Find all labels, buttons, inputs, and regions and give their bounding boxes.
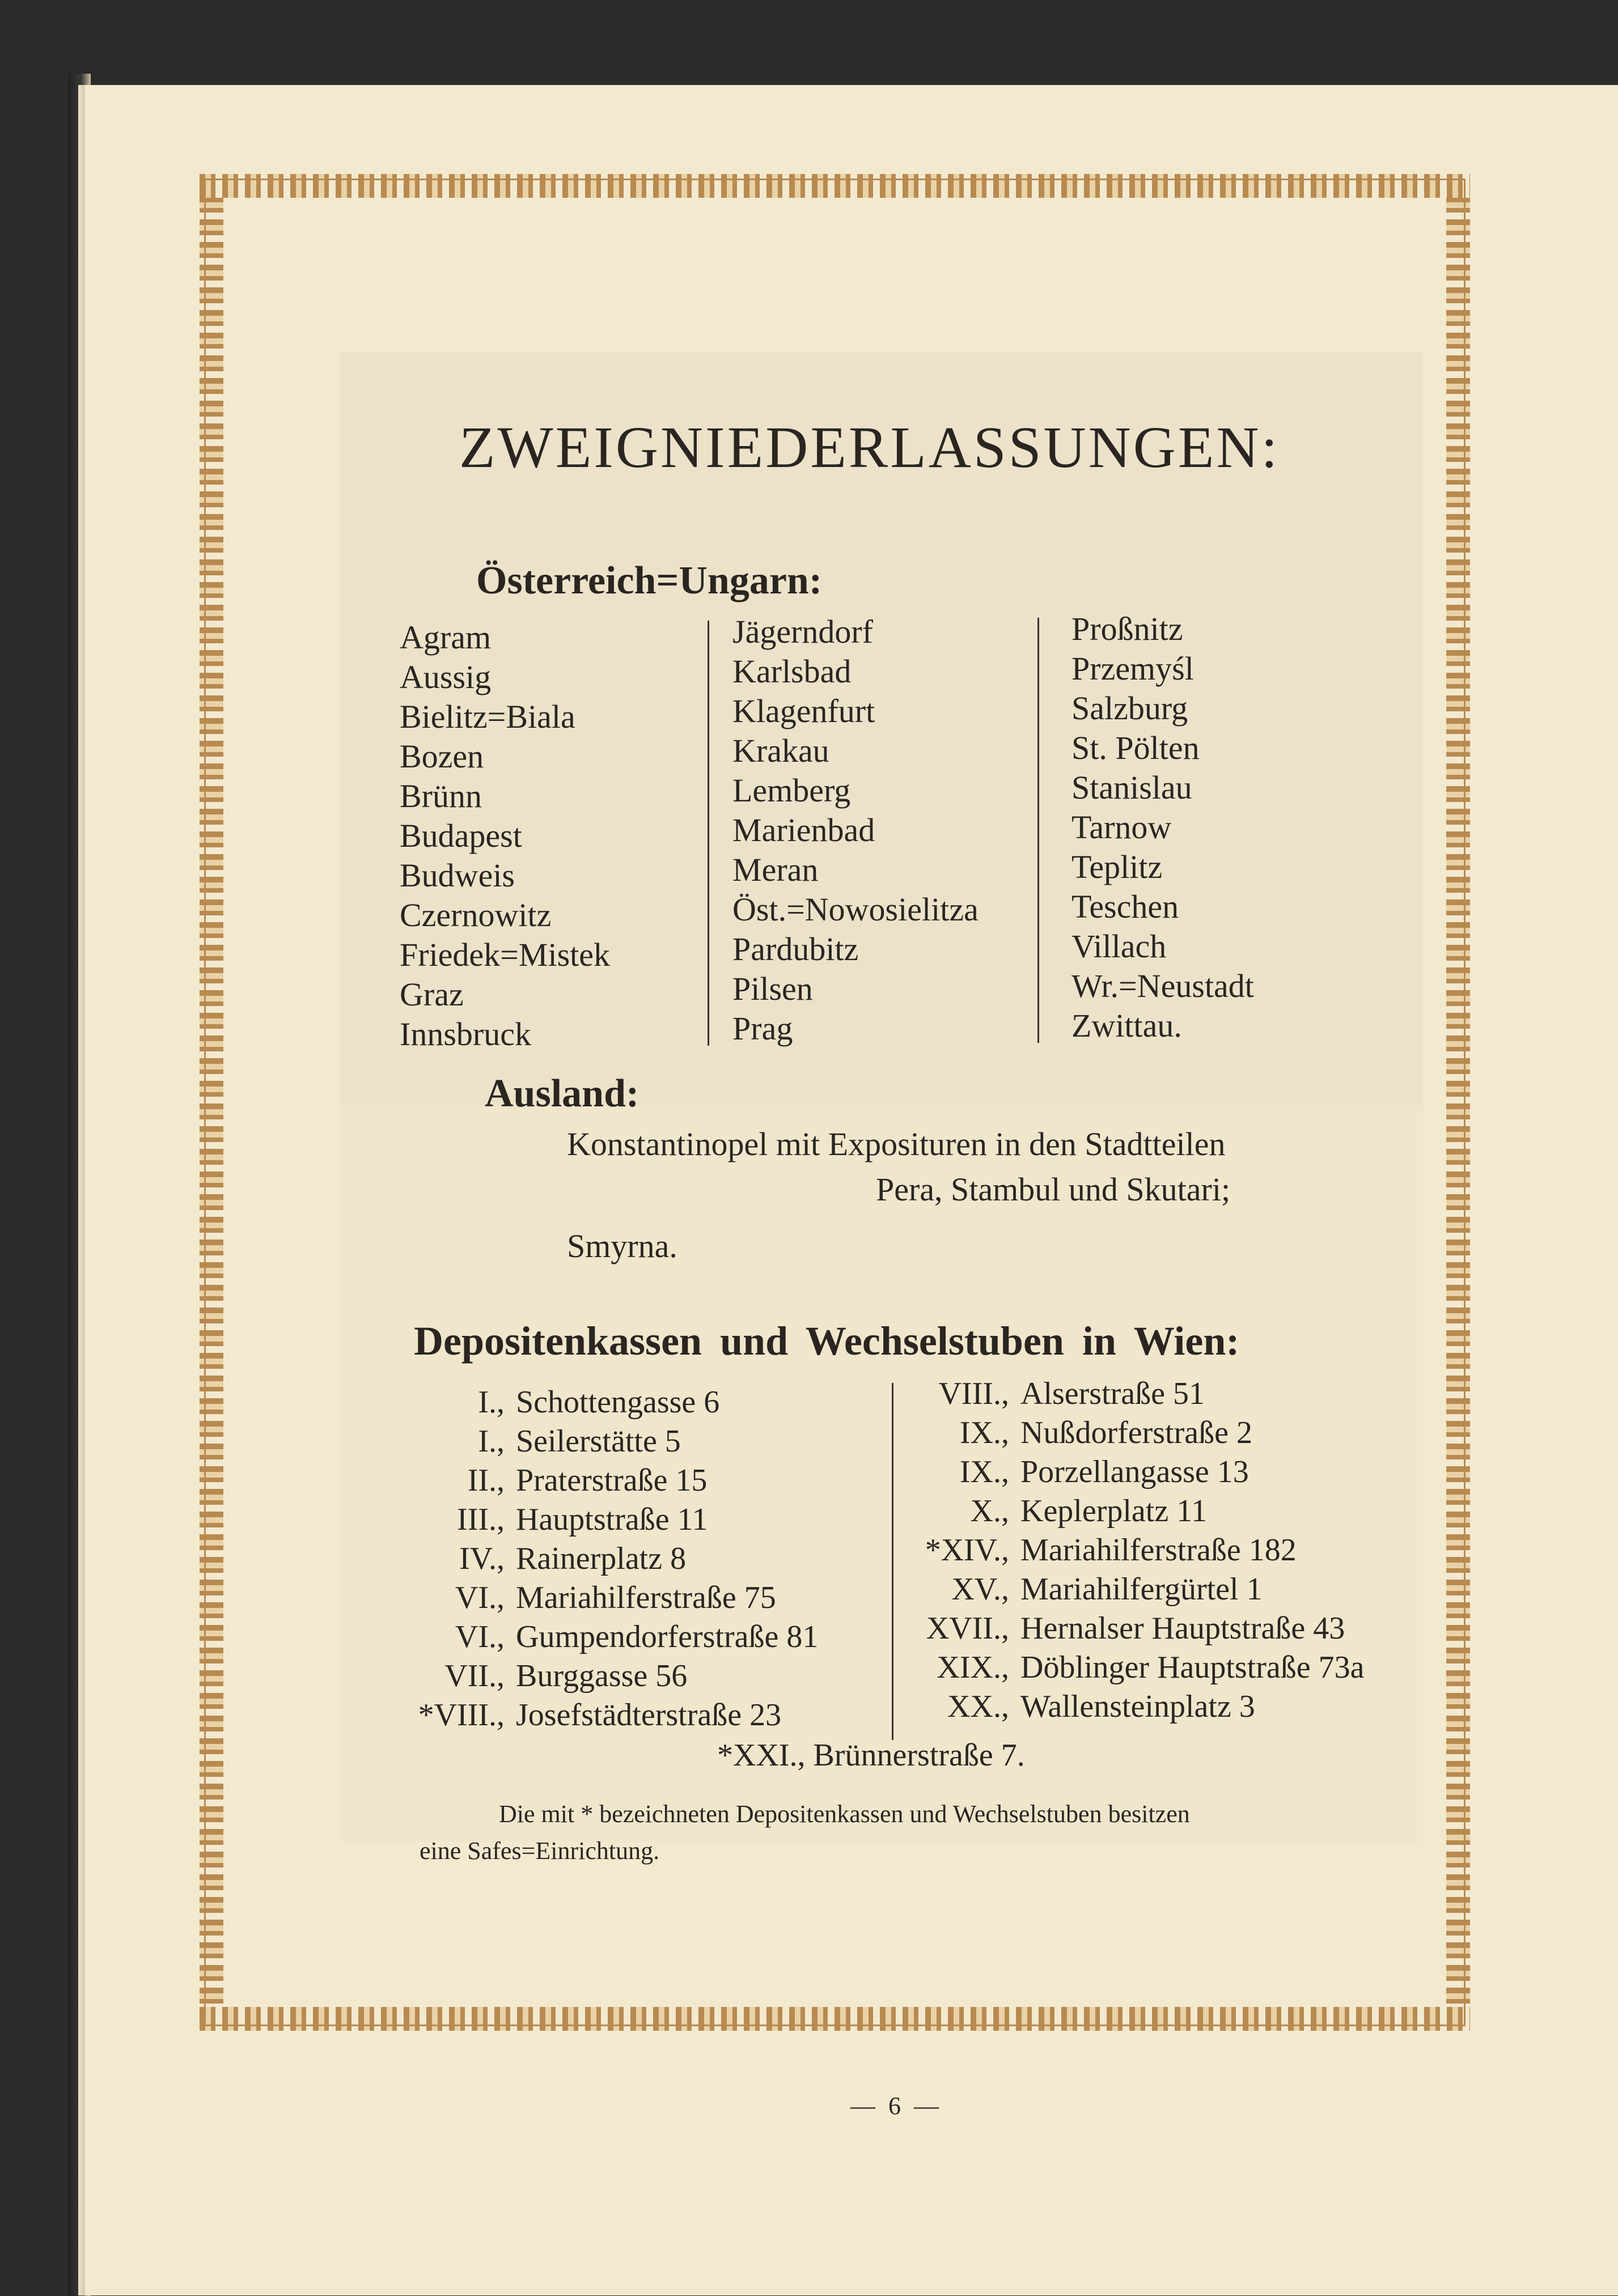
branch-city: Teschen [1071,888,1179,925]
street-address: Mariahilfergürtel 1 [1020,1572,1263,1607]
street-address: Mariahilferstraße 182 [1020,1533,1297,1568]
street-address: Nußdorferstraße 2 [1020,1415,1252,1450]
street-address: Döblinger Hauptstraße 73a [1020,1650,1365,1685]
street-address: Rainerplatz 8 [516,1541,687,1576]
district-number: VI., [455,1619,505,1654]
column-divider [1037,618,1039,1043]
branch-entry [374,1383,884,1422]
branch-city: Villach [1071,928,1167,965]
abroad-heading: Ausland: [485,1072,639,1115]
abroad-line-2: Pera, Stambul und Skutari; [876,1171,1231,1208]
page-title: ZWEIGNIEDERLASSUNGEN: [459,415,1280,480]
street-address: Hauptstraße 11 [516,1502,708,1537]
branch-entry [374,1539,884,1578]
district-number: XV., [951,1572,1009,1607]
austria-column-3 [1071,609,1254,1046]
vienna-heading: Depositenkassen und Wechselstuben in Wien: [414,1318,1240,1364]
district-number: IV., [459,1541,505,1576]
abroad-line-1: Konstantinopel mit Exposituren in den Stadtteilen [567,1126,1226,1162]
branch-entry [374,1618,884,1657]
branch-entry [374,1578,884,1618]
district-number: I., [478,1385,505,1420]
vienna-list-right [896,1374,1434,1726]
branch-entry [374,1500,884,1539]
branch-entry [896,1570,1434,1609]
austria-column-2 [732,612,979,1049]
branch-city: Karlsbad [732,653,852,690]
branch-entry [896,1648,1434,1687]
branch-city: Jägerndorf [732,613,874,650]
branch-city: Öst.=Nowosielitza [732,891,979,928]
branch-city: Czernowitz [400,897,552,933]
district-number: XX., [947,1689,1009,1724]
page-number: — 6 — [850,2092,942,2120]
branch-city: Zwittau. [1071,1007,1182,1044]
branch-city: Prag [732,1010,793,1047]
branch-city: Tarnow [1071,809,1172,846]
branch-city: Bozen [400,738,484,775]
branch-city: Agram [400,619,492,656]
branch-city: Friedek=Mistek [400,936,610,973]
branch-entry [374,1461,884,1500]
branch-entry [374,1696,884,1735]
district-number: VI., [455,1580,505,1615]
column-divider [708,621,709,1046]
austria-column-1 [400,618,610,1054]
district-number: IX., [959,1415,1009,1450]
branch-city: Salzburg [1071,690,1188,727]
austria-heading: Österreich=Ungarn: [476,559,823,602]
district-number: II., [467,1463,505,1498]
branch-entry [896,1531,1434,1570]
district-number: VIII., [938,1376,1009,1411]
branch-city: St. Pölten [1071,729,1200,766]
note-line-1: Die mit * bezeichneten Depositenkassen und Wechselstuben besitzen [499,1800,1190,1828]
branch-entry [896,1492,1434,1531]
district-number: VII., [444,1658,505,1694]
street-address: Mariahilferstraße 75 [516,1580,776,1615]
branch-city: Pilsen [732,970,813,1007]
vienna-last-entry: *XXI., Brünnerstraße 7. [717,1738,1025,1773]
district-number: XIX., [937,1650,1009,1685]
branch-entry [896,1609,1434,1648]
district-number: X., [970,1493,1009,1529]
branch-city: Przemyśl [1071,650,1194,687]
branch-entry [896,1687,1434,1726]
street-address: Praterstraße 15 [516,1463,708,1498]
branch-city: Brünn [400,778,482,814]
note-line-2: eine Safes=Einrichtung. [420,1837,660,1865]
street-address: Hernalser Hauptstraße 43 [1020,1611,1345,1646]
branch-city: Graz [400,976,464,1013]
street-address: Gumpendorferstraße 81 [516,1619,819,1654]
column-divider [892,1383,893,1740]
branch-city: Bielitz=Biala [400,698,575,735]
district-number: III., [457,1502,505,1537]
abroad-line-3: Smyrna. [567,1228,677,1264]
street-address: Seilerstätte 5 [516,1424,681,1459]
branch-city: Marienbad [732,812,875,848]
branch-entry [374,1422,884,1461]
street-address: Wallensteinplatz 3 [1020,1689,1255,1724]
street-address: Josefstädterstraße 23 [516,1697,782,1733]
street-address: Keplerplatz 11 [1020,1493,1208,1529]
branch-entry [896,1453,1434,1492]
branch-city: Meran [732,851,819,888]
branch-city: Wr.=Neustadt [1071,967,1254,1004]
street-address: Porzellangasse 13 [1020,1454,1249,1489]
branch-city: Aussig [400,659,492,695]
street-address: Alserstraße 51 [1020,1376,1205,1411]
district-number: I., [478,1424,505,1459]
branch-entry [896,1414,1434,1453]
branch-city: Proßnitz [1071,610,1183,647]
branch-city: Lemberg [732,772,851,809]
district-number: *VIII., [418,1697,505,1733]
street-address: Burggasse 56 [516,1658,688,1694]
district-number: XVII., [926,1611,1009,1646]
branch-city: Stanislau [1071,769,1192,806]
branch-city: Teplitz [1071,848,1163,885]
branch-city: Krakau [732,732,829,769]
branch-city: Budapest [400,817,522,854]
street-address: Schottengasse 6 [516,1385,720,1420]
branch-entry [896,1374,1434,1414]
branch-city: Budweis [400,857,515,894]
district-number: IX., [959,1454,1009,1489]
district-number: *XIV., [925,1533,1009,1568]
branch-entry [374,1657,884,1696]
branch-city: Klagenfurt [732,693,875,729]
vienna-list-left [374,1383,884,1735]
branch-city: Pardubitz [732,931,859,967]
branch-city: Innsbruck [400,1016,531,1052]
